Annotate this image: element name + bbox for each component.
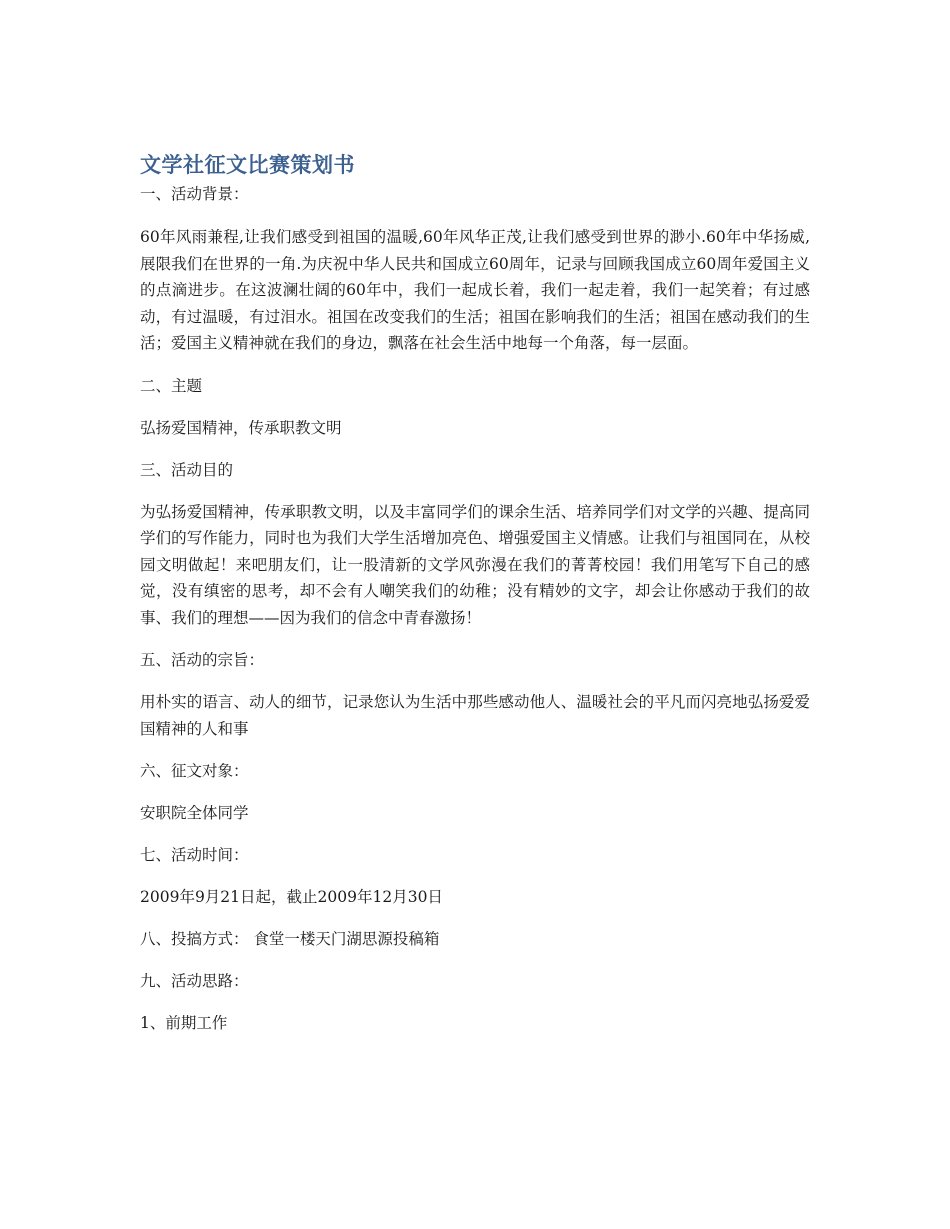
section-body-purpose: 为弘扬爱国精神，传承职教文明，以及丰富同学们的课余生活、培养同学们对文学的兴趣、提高同学们的写作能力，同时也为我们大学生活增加亮色、增强爱国主义情感。让我们与祖国同在，从校园文明做起！来吧朋友们，让一股清新的文学风弥漫在我们的菁菁校园！我们用笔写下自己的感觉，没有缜密的思考，却不会有人嘲笑我们的幼稚；没有精妙的文字，却会让你感动于我们的故事、我们的理想——因为我们的信念中青春激扬！ xyxy=(140,502,810,627)
section-body-aim: 用朴实的语言、动人的细节，记录您认为生活中那些感动他人、温暖社会的平凡而闪亮地弘扬爱爱国精神的人和事 xyxy=(140,693,810,738)
document-title: 文学社征文比赛策划书 xyxy=(140,153,355,177)
section-heading-purpose: 三、活动目的 xyxy=(140,460,234,479)
section-body-background: 60年风雨兼程,让我们感受到祖国的温暖,60年风华正茂,让我们感受到世界的渺小.60年中华扬威,展限我们在世界的一角.为庆祝中华人民共和国成立60周年，记录与回顾我国成立60周年爱国主义的点滴进步。在这波澜壮阔的60年中，我们一起成长着，我们一起走着，我们一起笑着；有过感动，有过温暖，有过泪水。祖国在改变我们的生活；祖国在影响我们的生活；祖国在感动我们的生活；爱国主义精神就在我们的身边，飘落在社会生活中地每一个角落，每一层面。 xyxy=(140,228,810,352)
section-body-theme: 弘扬爱国精神，传承职教文明 xyxy=(140,418,342,437)
section-heading-aim: 五、活动的宗旨： xyxy=(140,651,265,669)
section-heading-background: 一、活动背景： xyxy=(140,185,249,203)
section-heading-participants: 六、征文对象： xyxy=(140,762,249,780)
section-body-participants: 安职院全体同学 xyxy=(140,804,249,822)
section-heading-submission: 八、投搞方式： 食堂一楼天门湖思源投稿箱 xyxy=(140,930,440,948)
section-heading-time: 七、活动时间： xyxy=(140,846,249,864)
section-heading-approach: 九、活动思路： xyxy=(140,972,249,990)
section-heading-theme: 二、主题 xyxy=(140,376,203,395)
section-body-time: 2009年9月21日起，截止2009年12月30日 xyxy=(140,888,443,906)
section-heading-preparation: 1、前期工作 xyxy=(140,1014,228,1032)
document-page xyxy=(140,150,810,1052)
